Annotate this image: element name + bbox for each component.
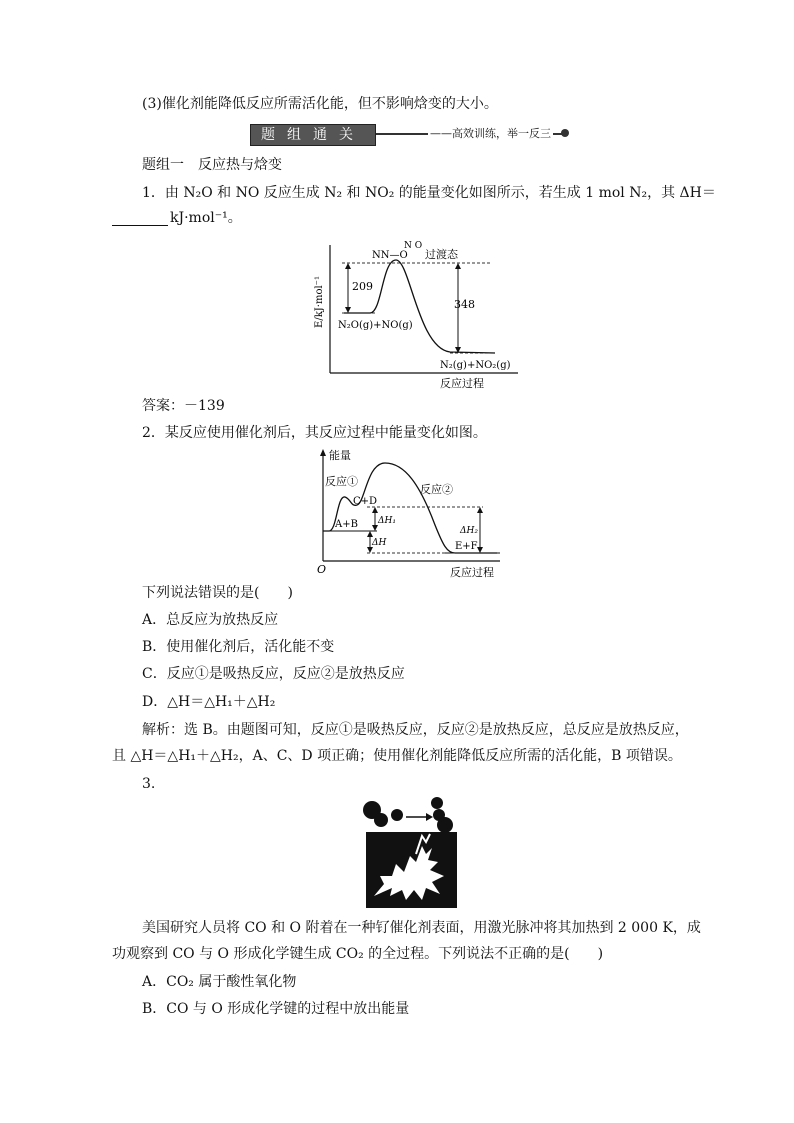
ea-forward-value: 209 <box>352 280 373 293</box>
ea-reverse-value: 348 <box>454 298 475 311</box>
banner-slogan: ——高效训练，举一反三 <box>428 125 553 143</box>
atom-icon <box>431 797 443 809</box>
q2-option-b: B．使用催化剂后，活化能不变 <box>142 639 335 655</box>
intro-line: (3)催化剂能降低反应所需活化能，但不影响焓变的大小。 <box>142 96 498 112</box>
q3-option-b: B．CO 与 O 形成化学键的过程中放出能量 <box>142 1001 410 1017</box>
dh1-label: ΔH₁ <box>378 516 396 526</box>
arrowhead-icon <box>372 507 378 513</box>
arrowhead-icon <box>320 449 326 456</box>
products-label: N₂(g)+NO₂(g) <box>440 360 511 371</box>
products-label: E+F <box>455 541 478 552</box>
energy-diagram-2 <box>305 445 505 580</box>
origin-label: O <box>317 563 327 576</box>
dh-label: ΔH <box>372 538 387 548</box>
q2-stem: 2．某反应使用催化剂后，其反应过程中能量变化如图。 <box>142 425 487 441</box>
y-axis-label: 能量 <box>329 449 351 462</box>
atom-icon <box>391 809 403 821</box>
arrowhead-icon <box>477 547 483 553</box>
banner-title: 题组通关 <box>250 124 376 146</box>
reaction1-label: 反应① <box>325 475 358 488</box>
q2-option-d: D．△H＝△H₁＋△H₂ <box>142 694 276 710</box>
arrowhead-icon <box>345 263 351 269</box>
answer-blank <box>112 225 168 226</box>
atom-icon <box>437 817 453 833</box>
y-axis-label: E/kJ·mol⁻¹ <box>314 276 325 328</box>
ts-species: NN—O <box>372 250 408 261</box>
co-oxidation-image <box>360 796 460 911</box>
intermediate-label: C+D <box>353 496 378 507</box>
group-title: 题组一 反应热与焓变 <box>142 157 282 173</box>
arrowhead-icon <box>367 531 373 537</box>
q1-stem: 1．由 N₂O 和 NO 反应生成 N₂ 和 NO₂ 的能量变化如图所示，若生成 1 mol N₂，其 ΔH＝ <box>142 185 716 201</box>
dh2-label: ΔH₂ <box>460 526 478 536</box>
arrowhead-icon <box>426 813 433 821</box>
q1-stem-unit: kJ·mol⁻¹。 <box>170 210 242 226</box>
q1-answer: 答案：－139 <box>142 398 225 414</box>
q3-option-a: A．CO₂ 属于酸性氧化物 <box>142 974 297 990</box>
reactants-label: A+B <box>335 519 358 530</box>
atom-icon <box>374 813 388 827</box>
ts-label: 过渡态 <box>425 248 458 261</box>
energy-diagram-1 <box>300 240 530 390</box>
arrowhead-icon <box>345 307 351 313</box>
q3-stem-line2: 功观察到 CO 与 O 形成化学键生成 CO₂ 的全过程。下列说法不正确的是( ) <box>112 946 604 962</box>
arrowhead-icon <box>455 263 461 269</box>
q2-analysis-line2: 且 △H＝△H₁＋△H₂，A、C、D 项正确；使用催化剂能降低反应所需的活化能，B 项错误。 <box>112 748 682 764</box>
reaction2-label: 反应② <box>420 483 453 496</box>
q2-analysis-line1: 解析：选 B。由题图可知，反应①是吸热反应，反应②是放热反应，总反应是放热反应， <box>142 722 689 738</box>
q2-option-c: C．反应①是吸热反应，反应②是放热反应 <box>142 666 405 682</box>
q2-option-a: A．总反应为放热反应 <box>142 612 279 628</box>
reactants-label: N₂O(g)+NO(g) <box>338 320 413 331</box>
q3-stem-line1: 美国研究人员将 CO 和 O 附着在一种钌催化剂表面，用激光脉冲将其加热到 2 000 K，成 <box>142 920 701 936</box>
x-axis-label: 反应过程 <box>440 377 484 390</box>
ts-superscript: N O <box>404 241 423 251</box>
arrowhead-icon <box>477 507 483 513</box>
banner-dot-icon <box>561 129 569 137</box>
x-axis-label: 反应过程 <box>450 566 494 579</box>
q3-number: 3. <box>142 776 156 792</box>
section-banner <box>250 124 570 146</box>
q2-question: 下列说法错误的是( ) <box>142 585 293 601</box>
